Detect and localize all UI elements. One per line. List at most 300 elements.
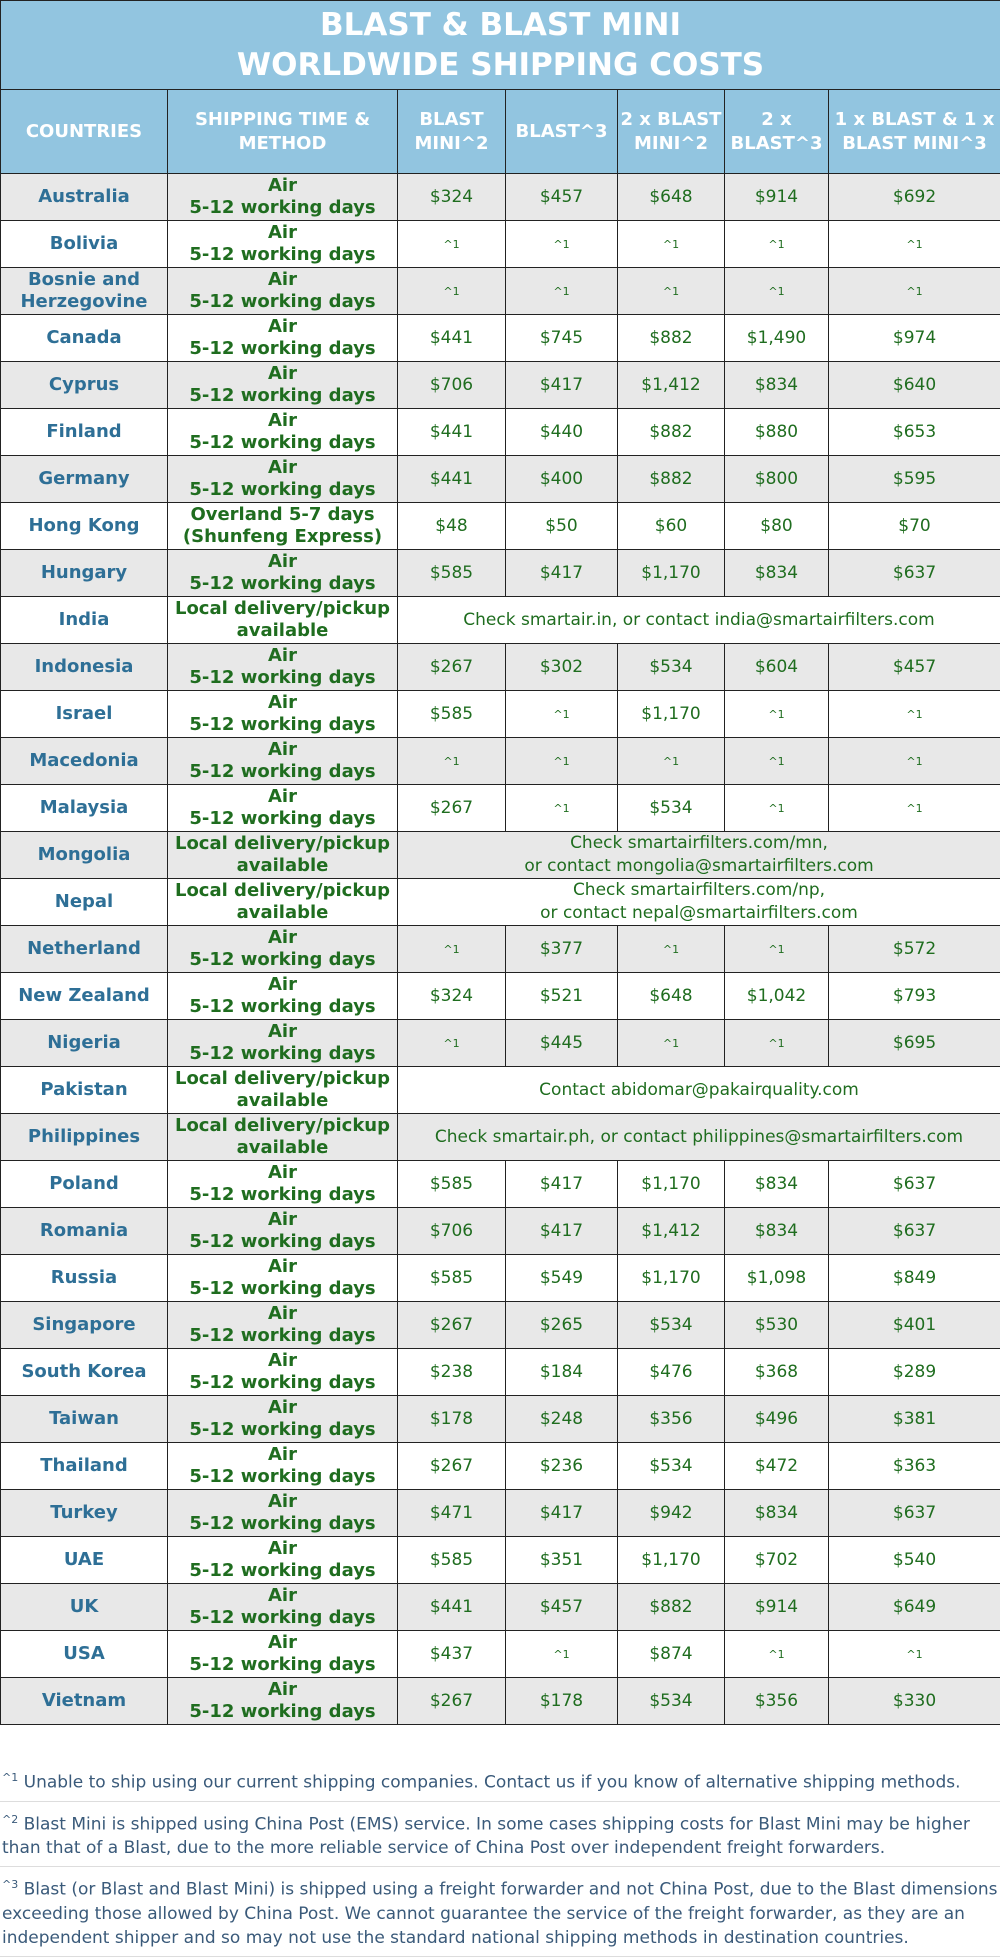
method-cell <box>168 362 398 409</box>
method-line: 5-12 working days <box>168 667 397 689</box>
method-line: (Shunfeng Express) <box>168 526 397 548</box>
method-line: Air <box>168 175 397 197</box>
price-cell: $50 <box>506 503 618 550</box>
table-row <box>1 691 1000 738</box>
price-cell: $417 <box>506 1208 618 1255</box>
price-cell: ^1 <box>398 926 506 973</box>
price-cell: $649 <box>829 1584 1000 1631</box>
method-line: 5-12 working days <box>168 1043 397 1065</box>
price-cell: $417 <box>506 362 618 409</box>
price-cell: $549 <box>506 1255 618 1302</box>
table-row <box>1 1255 1000 1302</box>
method-cell <box>168 926 398 973</box>
price-cell: $585 <box>398 691 506 738</box>
method-cell <box>168 221 398 268</box>
country-cell: India <box>1 597 168 644</box>
price-cell: $48 <box>398 503 506 550</box>
table-row <box>1 1631 1000 1678</box>
table-row <box>1 1114 1000 1161</box>
price-cell: $1,490 <box>725 315 829 362</box>
method-cell <box>168 503 398 550</box>
table-row <box>1 174 1000 221</box>
table-row <box>1 1020 1000 1067</box>
method-line: Local delivery/pickup <box>168 598 397 620</box>
column-headers <box>1 90 1000 174</box>
price-cell: $653 <box>829 409 1000 456</box>
method-line: 5-12 working days <box>168 714 397 736</box>
price-cell: $702 <box>725 1537 829 1584</box>
method-cell <box>168 1114 398 1161</box>
method-line: Air <box>168 1632 397 1654</box>
price-cell: $800 <box>725 456 829 503</box>
price-cell: $604 <box>725 644 829 691</box>
price-cell: $521 <box>506 973 618 1020</box>
method-line: Air <box>168 1538 397 1560</box>
method-cell <box>168 550 398 597</box>
table-row <box>1 1067 1000 1114</box>
method-line: available <box>168 1137 397 1159</box>
price-cell: $356 <box>618 1396 725 1443</box>
price-cell: $572 <box>829 926 1000 973</box>
method-line: 5-12 working days <box>168 1278 397 1300</box>
contact-note-cell <box>398 879 1000 926</box>
country-cell: Bolivia <box>1 221 168 268</box>
method-line: 5-12 working days <box>168 1419 397 1441</box>
table-row <box>1 1161 1000 1208</box>
method-line: Local delivery/pickup <box>168 833 397 855</box>
country-cell: Macedonia <box>1 738 168 785</box>
price-cell: ^1 <box>725 221 829 268</box>
method-line: Air <box>168 222 397 244</box>
table-row <box>1 221 1000 268</box>
method-line: Air <box>168 786 397 808</box>
country-cell: Hong Kong <box>1 503 168 550</box>
price-cell: $874 <box>618 1631 725 1678</box>
country-cell: Israel <box>1 691 168 738</box>
table-row <box>1 409 1000 456</box>
price-cell: $445 <box>506 1020 618 1067</box>
method-line: 5-12 working days <box>168 996 397 1018</box>
footnotes <box>0 1760 1000 1957</box>
method-cell <box>168 1349 398 1396</box>
method-cell <box>168 597 398 644</box>
table-row <box>1 268 1000 315</box>
method-line: available <box>168 855 397 877</box>
method-cell <box>168 315 398 362</box>
price-cell: $695 <box>829 1020 1000 1067</box>
price-cell: $585 <box>398 550 506 597</box>
price-cell: $745 <box>506 315 618 362</box>
price-cell: $417 <box>506 1490 618 1537</box>
footnote-mark: ^2 <box>2 1813 18 1826</box>
method-cell <box>168 174 398 221</box>
price-cell: $184 <box>506 1349 618 1396</box>
table-row <box>1 738 1000 785</box>
method-line: 5-12 working days <box>168 479 397 501</box>
price-cell: $534 <box>618 1443 725 1490</box>
method-line: 5-12 working days <box>168 1701 397 1723</box>
contact-note-line: Check smartairfilters.com/np, <box>398 879 1000 902</box>
method-line: Air <box>168 1021 397 1043</box>
country-cell: Pakistan <box>1 1067 168 1114</box>
country-cell: Nepal <box>1 879 168 926</box>
footnote <box>0 1760 1000 1802</box>
price-cell: $476 <box>618 1349 725 1396</box>
price-cell: $942 <box>618 1490 725 1537</box>
footnote <box>0 1867 1000 1957</box>
price-cell: ^1 <box>618 268 725 315</box>
price-cell: ^1 <box>618 738 725 785</box>
method-cell <box>168 1020 398 1067</box>
method-line: 5-12 working days <box>168 1184 397 1206</box>
price-cell: $267 <box>398 785 506 832</box>
method-line: Air <box>168 1256 397 1278</box>
method-line: Overland 5-7 days <box>168 504 397 526</box>
method-line: Air <box>168 1491 397 1513</box>
table-row <box>1 1349 1000 1396</box>
price-cell: $440 <box>506 409 618 456</box>
country-cell: Thailand <box>1 1443 168 1490</box>
method-line: 5-12 working days <box>168 1325 397 1347</box>
price-cell: $1,412 <box>618 1208 725 1255</box>
header-blast: BLAST^3 <box>506 90 618 174</box>
country-cell: Vietnam <box>1 1678 168 1725</box>
price-cell: $80 <box>725 503 829 550</box>
price-cell: $882 <box>618 456 725 503</box>
method-line: Air <box>168 1585 397 1607</box>
title-line-2: WORLDWIDE SHIPPING COSTS <box>1 45 1000 85</box>
method-line: Air <box>168 1679 397 1701</box>
method-cell <box>168 1678 398 1725</box>
footnote-mark: ^1 <box>2 1771 18 1784</box>
method-cell <box>168 1537 398 1584</box>
table-row <box>1 456 1000 503</box>
price-cell: $267 <box>398 1302 506 1349</box>
country-cell: Finland <box>1 409 168 456</box>
country-cell: New Zealand <box>1 973 168 1020</box>
table-row <box>1 1208 1000 1255</box>
price-cell: $637 <box>829 550 1000 597</box>
price-cell: ^1 <box>506 785 618 832</box>
price-cell: $914 <box>725 1584 829 1631</box>
price-cell: $351 <box>506 1537 618 1584</box>
price-cell: $324 <box>398 973 506 1020</box>
table-row <box>1 597 1000 644</box>
price-cell: $441 <box>398 1584 506 1631</box>
country-cell: Canada <box>1 315 168 362</box>
country-cell: Bosnie and Herzegovine <box>1 268 168 315</box>
price-cell: $381 <box>829 1396 1000 1443</box>
price-cell: $1,170 <box>618 1255 725 1302</box>
table-row <box>1 973 1000 1020</box>
table-row <box>1 785 1000 832</box>
price-cell: $637 <box>829 1161 1000 1208</box>
price-cell: $377 <box>506 926 618 973</box>
table-row <box>1 550 1000 597</box>
method-cell <box>168 456 398 503</box>
method-cell <box>168 1255 398 1302</box>
price-cell: $880 <box>725 409 829 456</box>
price-cell: ^1 <box>829 221 1000 268</box>
price-cell: $70 <box>829 503 1000 550</box>
price-cell: $595 <box>829 456 1000 503</box>
price-cell: ^1 <box>618 926 725 973</box>
footnote-mark: ^3 <box>2 1878 18 1891</box>
price-cell: $640 <box>829 362 1000 409</box>
price-cell: $882 <box>618 315 725 362</box>
method-line: Air <box>168 1350 397 1372</box>
method-cell <box>168 785 398 832</box>
method-cell <box>168 1490 398 1537</box>
method-line: Local delivery/pickup <box>168 1115 397 1137</box>
price-cell: ^1 <box>506 738 618 785</box>
method-line: Air <box>168 269 397 291</box>
method-cell <box>168 1067 398 1114</box>
footnote <box>0 1802 1000 1868</box>
method-line: available <box>168 1090 397 1112</box>
price-cell: $534 <box>618 1678 725 1725</box>
country-cell: Mongolia <box>1 832 168 879</box>
method-line: 5-12 working days <box>168 1654 397 1676</box>
footnote-text: Unable to ship using our current shipping companies. Contact us if you know of alternative shipping methods. <box>24 1773 961 1793</box>
price-cell: ^1 <box>725 738 829 785</box>
header-method: SHIPPING TIME & METHOD <box>168 90 398 174</box>
table-row <box>1 362 1000 409</box>
country-cell: Philippines <box>1 1114 168 1161</box>
price-cell: $302 <box>506 644 618 691</box>
country-cell: USA <box>1 1631 168 1678</box>
price-cell: $1,170 <box>618 1161 725 1208</box>
price-cell: $178 <box>506 1678 618 1725</box>
method-line: Air <box>168 410 397 432</box>
table-row <box>1 503 1000 550</box>
method-cell <box>168 879 398 926</box>
price-cell: $236 <box>506 1443 618 1490</box>
price-cell: $441 <box>398 315 506 362</box>
table-row <box>1 832 1000 879</box>
price-cell: $1,042 <box>725 973 829 1020</box>
price-cell: $238 <box>398 1349 506 1396</box>
header-combo: 1 x BLAST & 1 x BLAST MINI^3 <box>829 90 1000 174</box>
method-cell <box>168 1443 398 1490</box>
price-cell: $457 <box>506 174 618 221</box>
price-cell: $834 <box>725 1161 829 1208</box>
country-cell: Singapore <box>1 1302 168 1349</box>
price-cell: ^1 <box>398 221 506 268</box>
price-cell: $706 <box>398 1208 506 1255</box>
footnote-text: Blast Mini is shipped using China Post (EMS) service. In some cases shipping costs for Blast Mini may be higher than that of a Blast, due to the more reliable service of China Post over independent freight forwarders. <box>2 1814 970 1858</box>
table-row <box>1 315 1000 362</box>
price-cell: $324 <box>398 174 506 221</box>
price-cell: ^1 <box>829 785 1000 832</box>
table-row <box>1 1443 1000 1490</box>
price-cell: $1,170 <box>618 550 725 597</box>
title-line-1: BLAST & BLAST MINI <box>1 5 1000 45</box>
table-row <box>1 1537 1000 1584</box>
price-cell: $534 <box>618 1302 725 1349</box>
method-cell <box>168 832 398 879</box>
price-cell: $178 <box>398 1396 506 1443</box>
price-cell: $849 <box>829 1255 1000 1302</box>
price-cell: $585 <box>398 1537 506 1584</box>
country-cell: UK <box>1 1584 168 1631</box>
price-cell: ^1 <box>829 1631 1000 1678</box>
price-cell: $834 <box>725 1208 829 1255</box>
price-cell: $267 <box>398 1443 506 1490</box>
method-line: Air <box>168 1397 397 1419</box>
method-line: Air <box>168 692 397 714</box>
price-cell: $834 <box>725 362 829 409</box>
method-cell <box>168 1161 398 1208</box>
header-countries: COUNTRIES <box>1 90 168 174</box>
contact-note-cell <box>398 1067 1000 1114</box>
table-row <box>1 1490 1000 1537</box>
method-line: Air <box>168 1444 397 1466</box>
price-cell: $368 <box>725 1349 829 1396</box>
method-line: available <box>168 620 397 642</box>
country-cell: UAE <box>1 1537 168 1584</box>
contact-note-line: or contact mongolia@smartairfilters.com <box>398 855 1000 878</box>
price-cell: $914 <box>725 174 829 221</box>
country-cell: Nigeria <box>1 1020 168 1067</box>
method-line: Air <box>168 457 397 479</box>
table-row <box>1 879 1000 926</box>
price-cell: $637 <box>829 1208 1000 1255</box>
price-cell: ^1 <box>618 1020 725 1067</box>
price-cell: $648 <box>618 973 725 1020</box>
price-cell: $356 <box>725 1678 829 1725</box>
country-cell: Romania <box>1 1208 168 1255</box>
country-cell: Australia <box>1 174 168 221</box>
price-cell: ^1 <box>398 738 506 785</box>
table-row <box>1 926 1000 973</box>
contact-note-cell <box>398 832 1000 879</box>
price-cell: $267 <box>398 1678 506 1725</box>
price-cell: $882 <box>618 1584 725 1631</box>
method-line: 5-12 working days <box>168 1231 397 1253</box>
price-cell: ^1 <box>725 785 829 832</box>
method-line: 5-12 working days <box>168 1560 397 1582</box>
header-two-blast: 2 x BLAST^3 <box>725 90 829 174</box>
method-line: 5-12 working days <box>168 808 397 830</box>
price-cell: $441 <box>398 409 506 456</box>
method-line: Air <box>168 363 397 385</box>
contact-note-cell <box>398 1114 1000 1161</box>
price-cell: $1,170 <box>618 1537 725 1584</box>
price-cell: $417 <box>506 550 618 597</box>
price-cell: $417 <box>506 1161 618 1208</box>
price-cell: $648 <box>618 174 725 221</box>
header-two-blast-mini: 2 x BLAST MINI^2 <box>618 90 725 174</box>
price-cell: $400 <box>506 456 618 503</box>
price-cell: $585 <box>398 1161 506 1208</box>
country-cell: Indonesia <box>1 644 168 691</box>
price-cell: $692 <box>829 174 1000 221</box>
contact-note-line: or contact nepal@smartairfilters.com <box>398 902 1000 925</box>
price-cell: $534 <box>618 644 725 691</box>
country-cell: Poland <box>1 1161 168 1208</box>
method-line: Local delivery/pickup <box>168 880 397 902</box>
method-line: Air <box>168 1162 397 1184</box>
price-cell: $60 <box>618 503 725 550</box>
contact-note-line: Check smartairfilters.com/mn, <box>398 832 1000 855</box>
price-cell: ^1 <box>506 691 618 738</box>
method-line: 5-12 working days <box>168 761 397 783</box>
price-cell: $834 <box>725 1490 829 1537</box>
method-line: Air <box>168 739 397 761</box>
method-cell <box>168 409 398 456</box>
price-cell: $248 <box>506 1396 618 1443</box>
method-line: Air <box>168 551 397 573</box>
method-cell <box>168 1208 398 1255</box>
price-cell: ^1 <box>725 691 829 738</box>
method-line: 5-12 working days <box>168 385 397 407</box>
price-cell: $457 <box>506 1584 618 1631</box>
contact-note-line: Check smartair.in, or contact india@smartairfilters.com <box>398 609 1000 632</box>
price-cell: $265 <box>506 1302 618 1349</box>
price-cell: ^1 <box>398 268 506 315</box>
price-cell: $1,412 <box>618 362 725 409</box>
method-line: available <box>168 902 397 924</box>
price-cell: $540 <box>829 1537 1000 1584</box>
country-cell: Russia <box>1 1255 168 1302</box>
price-cell: $974 <box>829 315 1000 362</box>
price-cell: ^1 <box>829 268 1000 315</box>
country-cell: Turkey <box>1 1490 168 1537</box>
price-cell: $530 <box>725 1302 829 1349</box>
method-line: Air <box>168 316 397 338</box>
price-cell: ^1 <box>725 1020 829 1067</box>
price-cell: $363 <box>829 1443 1000 1490</box>
method-line: Local delivery/pickup <box>168 1068 397 1090</box>
method-line: Air <box>168 1303 397 1325</box>
contact-note-line: Contact abidomar@pakairquality.com <box>398 1079 1000 1102</box>
table-row <box>1 644 1000 691</box>
price-cell: $457 <box>829 644 1000 691</box>
country-cell: South Korea <box>1 1349 168 1396</box>
method-line: 5-12 working days <box>168 949 397 971</box>
price-cell: $441 <box>398 456 506 503</box>
price-cell: $496 <box>725 1396 829 1443</box>
price-cell: ^1 <box>829 691 1000 738</box>
price-cell: $1,170 <box>618 691 725 738</box>
price-cell: $1,098 <box>725 1255 829 1302</box>
method-line: 5-12 working days <box>168 573 397 595</box>
method-line: 5-12 working days <box>168 1466 397 1488</box>
price-cell: $289 <box>829 1349 1000 1396</box>
price-cell: $401 <box>829 1302 1000 1349</box>
price-cell: ^1 <box>506 1631 618 1678</box>
method-line: 5-12 working days <box>168 432 397 454</box>
price-cell: ^1 <box>398 1020 506 1067</box>
method-line: 5-12 working days <box>168 197 397 219</box>
method-cell <box>168 268 398 315</box>
country-cell: Malaysia <box>1 785 168 832</box>
price-cell: ^1 <box>725 268 829 315</box>
country-cell: Hungary <box>1 550 168 597</box>
price-cell: ^1 <box>829 738 1000 785</box>
price-cell: $882 <box>618 409 725 456</box>
table-row <box>1 1584 1000 1631</box>
method-line: 5-12 working days <box>168 1513 397 1535</box>
page-title <box>1 1 1000 90</box>
price-cell: $585 <box>398 1255 506 1302</box>
method-line: 5-12 working days <box>168 1607 397 1629</box>
price-cell: ^1 <box>725 1631 829 1678</box>
method-line: 5-12 working days <box>168 1372 397 1394</box>
footnote-text: Blast (or Blast and Blast Mini) is shipped using a freight forwarder and not China Post, due to the Blast dimensions exceeding those allowed by China Post. We cannot guarantee the service of the freight forwarder, as they are an independent shipper and so may not use the standard national shipping methods in destination countries. <box>2 1880 998 1948</box>
price-cell: ^1 <box>725 926 829 973</box>
